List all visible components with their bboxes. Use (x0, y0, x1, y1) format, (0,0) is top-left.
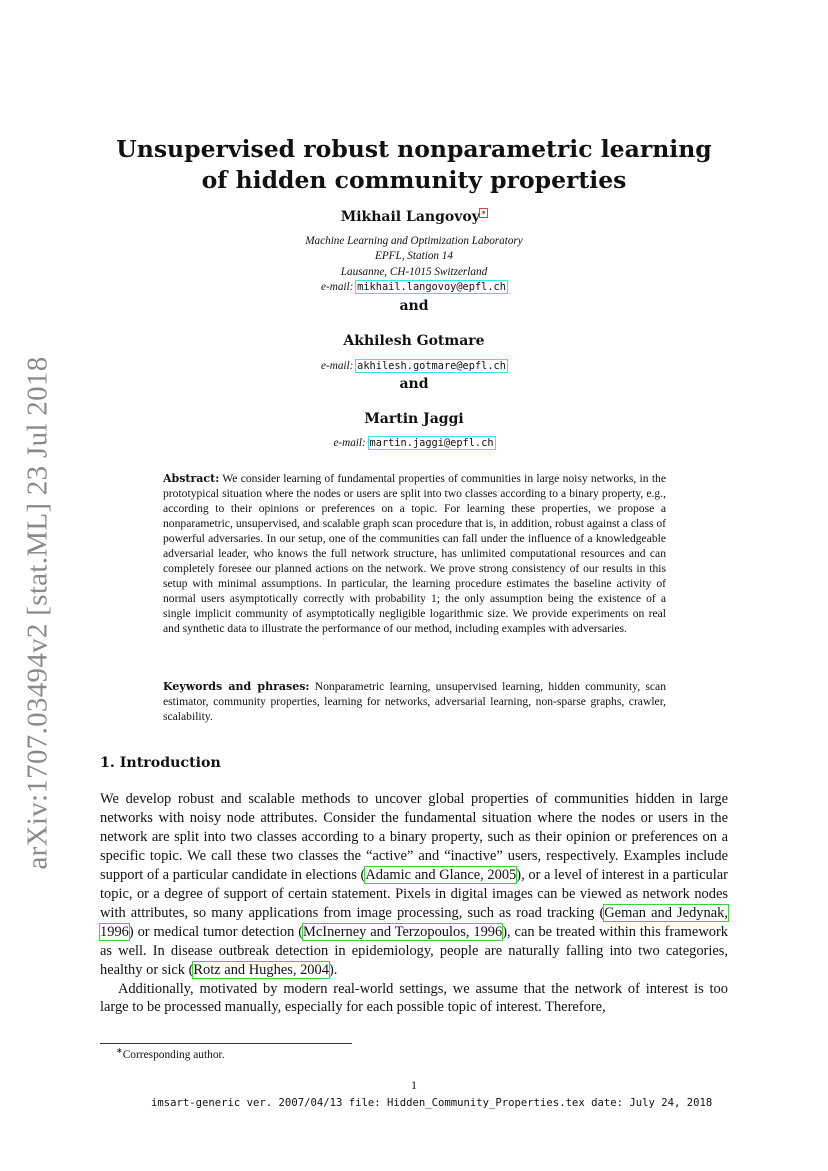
keywords (163, 679, 666, 724)
author-name-text: Mikhail Langovoy (340, 209, 480, 225)
and-separator-2: and (399, 376, 429, 392)
paragraph-text: ) or medical tumor detection ( (128, 923, 304, 940)
affiliation-line: Machine Learning and Optimization Laboratory (305, 235, 523, 247)
abstract-text: We consider learning of fundamental properties of communities in large noisy networks, in the prototypical situation where the nodes or users are split into two classes according to a binary property, e.g., according to their opinions or preferences on a topic. For learning these properties, we propose a nonparametric, unsupervised, and scalable graph scan procedure that is, in addition, robust against a class of powerful adversaries. In our setup, one of the communities can fall under the influence of a knowledgeable adversarial leader, who knows the full network structure, has unlimited computational resources and can completely foresee our planned actions on the network. We prove strong consistency of our results in this setup with minimal assumptions. In particular, the learning procedure estimates the baseline activity of normal users asymptotically correctly with probability 1; the only assumption being the existence of a single implicit community of asymptotically negligible logarithmic size. We provide experiments on real and synthetic data to illustrate the performance of our method, including examples with adversaries. (163, 472, 666, 636)
arxiv-identifier: arXiv:1707.03494v2 [stat.ML] 23 Jul 2018 (21, 356, 54, 870)
affiliation-line: EPFL, Station 14 (374, 250, 453, 263)
paragraph-text: ), can be treated within this framework as well. In disease outbreak detection in epidemiology, people are naturally falling into two categories, healthy or sick ( (100, 923, 728, 978)
email-link-1[interactable]: mikhail.langovoy@epfl.ch (357, 280, 506, 293)
author-2-email-row (100, 359, 728, 374)
author-1-email-row (100, 280, 728, 295)
imsart-footer: imsart-generic ver. 2007/04/13 file: Hidden_Community_Properties.tex date: July 24, 2018 (151, 1097, 713, 1109)
author-3-email-row (100, 436, 728, 451)
email-link-2[interactable]: akhilesh.gotmare@epfl.ch (357, 360, 506, 372)
page-number: 1 (411, 1078, 417, 1092)
abstract-label: Abstract: (163, 472, 220, 485)
email-label: e-mail: (333, 437, 366, 449)
author-name-1 (100, 209, 728, 225)
email-label: e-mail: (321, 360, 354, 372)
footnote-divider (100, 1043, 352, 1044)
citation-link[interactable]: Rotz and Hughes, 2004 (193, 961, 329, 978)
email-label: e-mail: (321, 280, 354, 293)
keywords-text: Nonparametric learning, unsupervised learning, hidden community, scan estimator, community properties, learning for networks, adversarial learning, non-sparse graphs, crawler, scalability. (163, 680, 666, 724)
author-name-2: Akhilesh Gotmare (343, 333, 485, 349)
footnote (116, 1046, 225, 1061)
footnote-text: Corresponding author. (122, 1048, 225, 1061)
email-link-3[interactable]: martin.jaggi@epfl.ch (369, 437, 494, 449)
paragraph-1 (100, 790, 728, 980)
paragraph-text: We develop robust and scalable methods to uncover global properties of communities hidden in large networks with noisy node attributes. Consider the fundamental situation where the nodes or users in the network are split into two classes according to a binary property, such as their opinion or preferences on a specific topic. We call these two classes the “active” and “inactive” users, respectively. Examples include support of a particular candidate in elections ( (100, 791, 728, 883)
paper-title: Unsupervised robust nonparametric learning of hidden community properties (116, 135, 712, 194)
paragraph-text: ). (328, 961, 338, 978)
and-separator-1: and (399, 298, 429, 314)
introduction-body (100, 790, 728, 1017)
affiliation-line: Lausanne, CH-1015 Switzerland (340, 265, 488, 278)
footnote-link[interactable]: ∗ (480, 208, 487, 218)
paragraph-2: Additionally, motivated by modern real-world settings, we assume that the network of interest is too large to be processed manually, especially for each possible topic of interest. Therefore, (100, 980, 728, 1016)
section-heading-introduction: 1. Introduction (100, 755, 221, 771)
citation-link[interactable]: Adamic and Glance, 2005 (365, 866, 517, 883)
citation-link[interactable]: Geman and Jedynak, 1996 (100, 904, 728, 940)
author-1-affiliation (100, 234, 728, 295)
author-name-3: Martin Jaggi (364, 411, 464, 427)
keywords-label: Keywords and phrases: (163, 680, 310, 693)
footnote-mark: ∗ (116, 1046, 123, 1055)
paragraph-text: ), or a level of interest in a particular topic, or a degree of support of certain statement. Pixels in digital images can be viewed as network nodes with attributes, so many applications from image processing, such as road tracking ( (100, 866, 728, 921)
citation-link[interactable]: McInerney and Terzopoulos, 1996 (303, 923, 503, 940)
abstract (163, 471, 666, 637)
